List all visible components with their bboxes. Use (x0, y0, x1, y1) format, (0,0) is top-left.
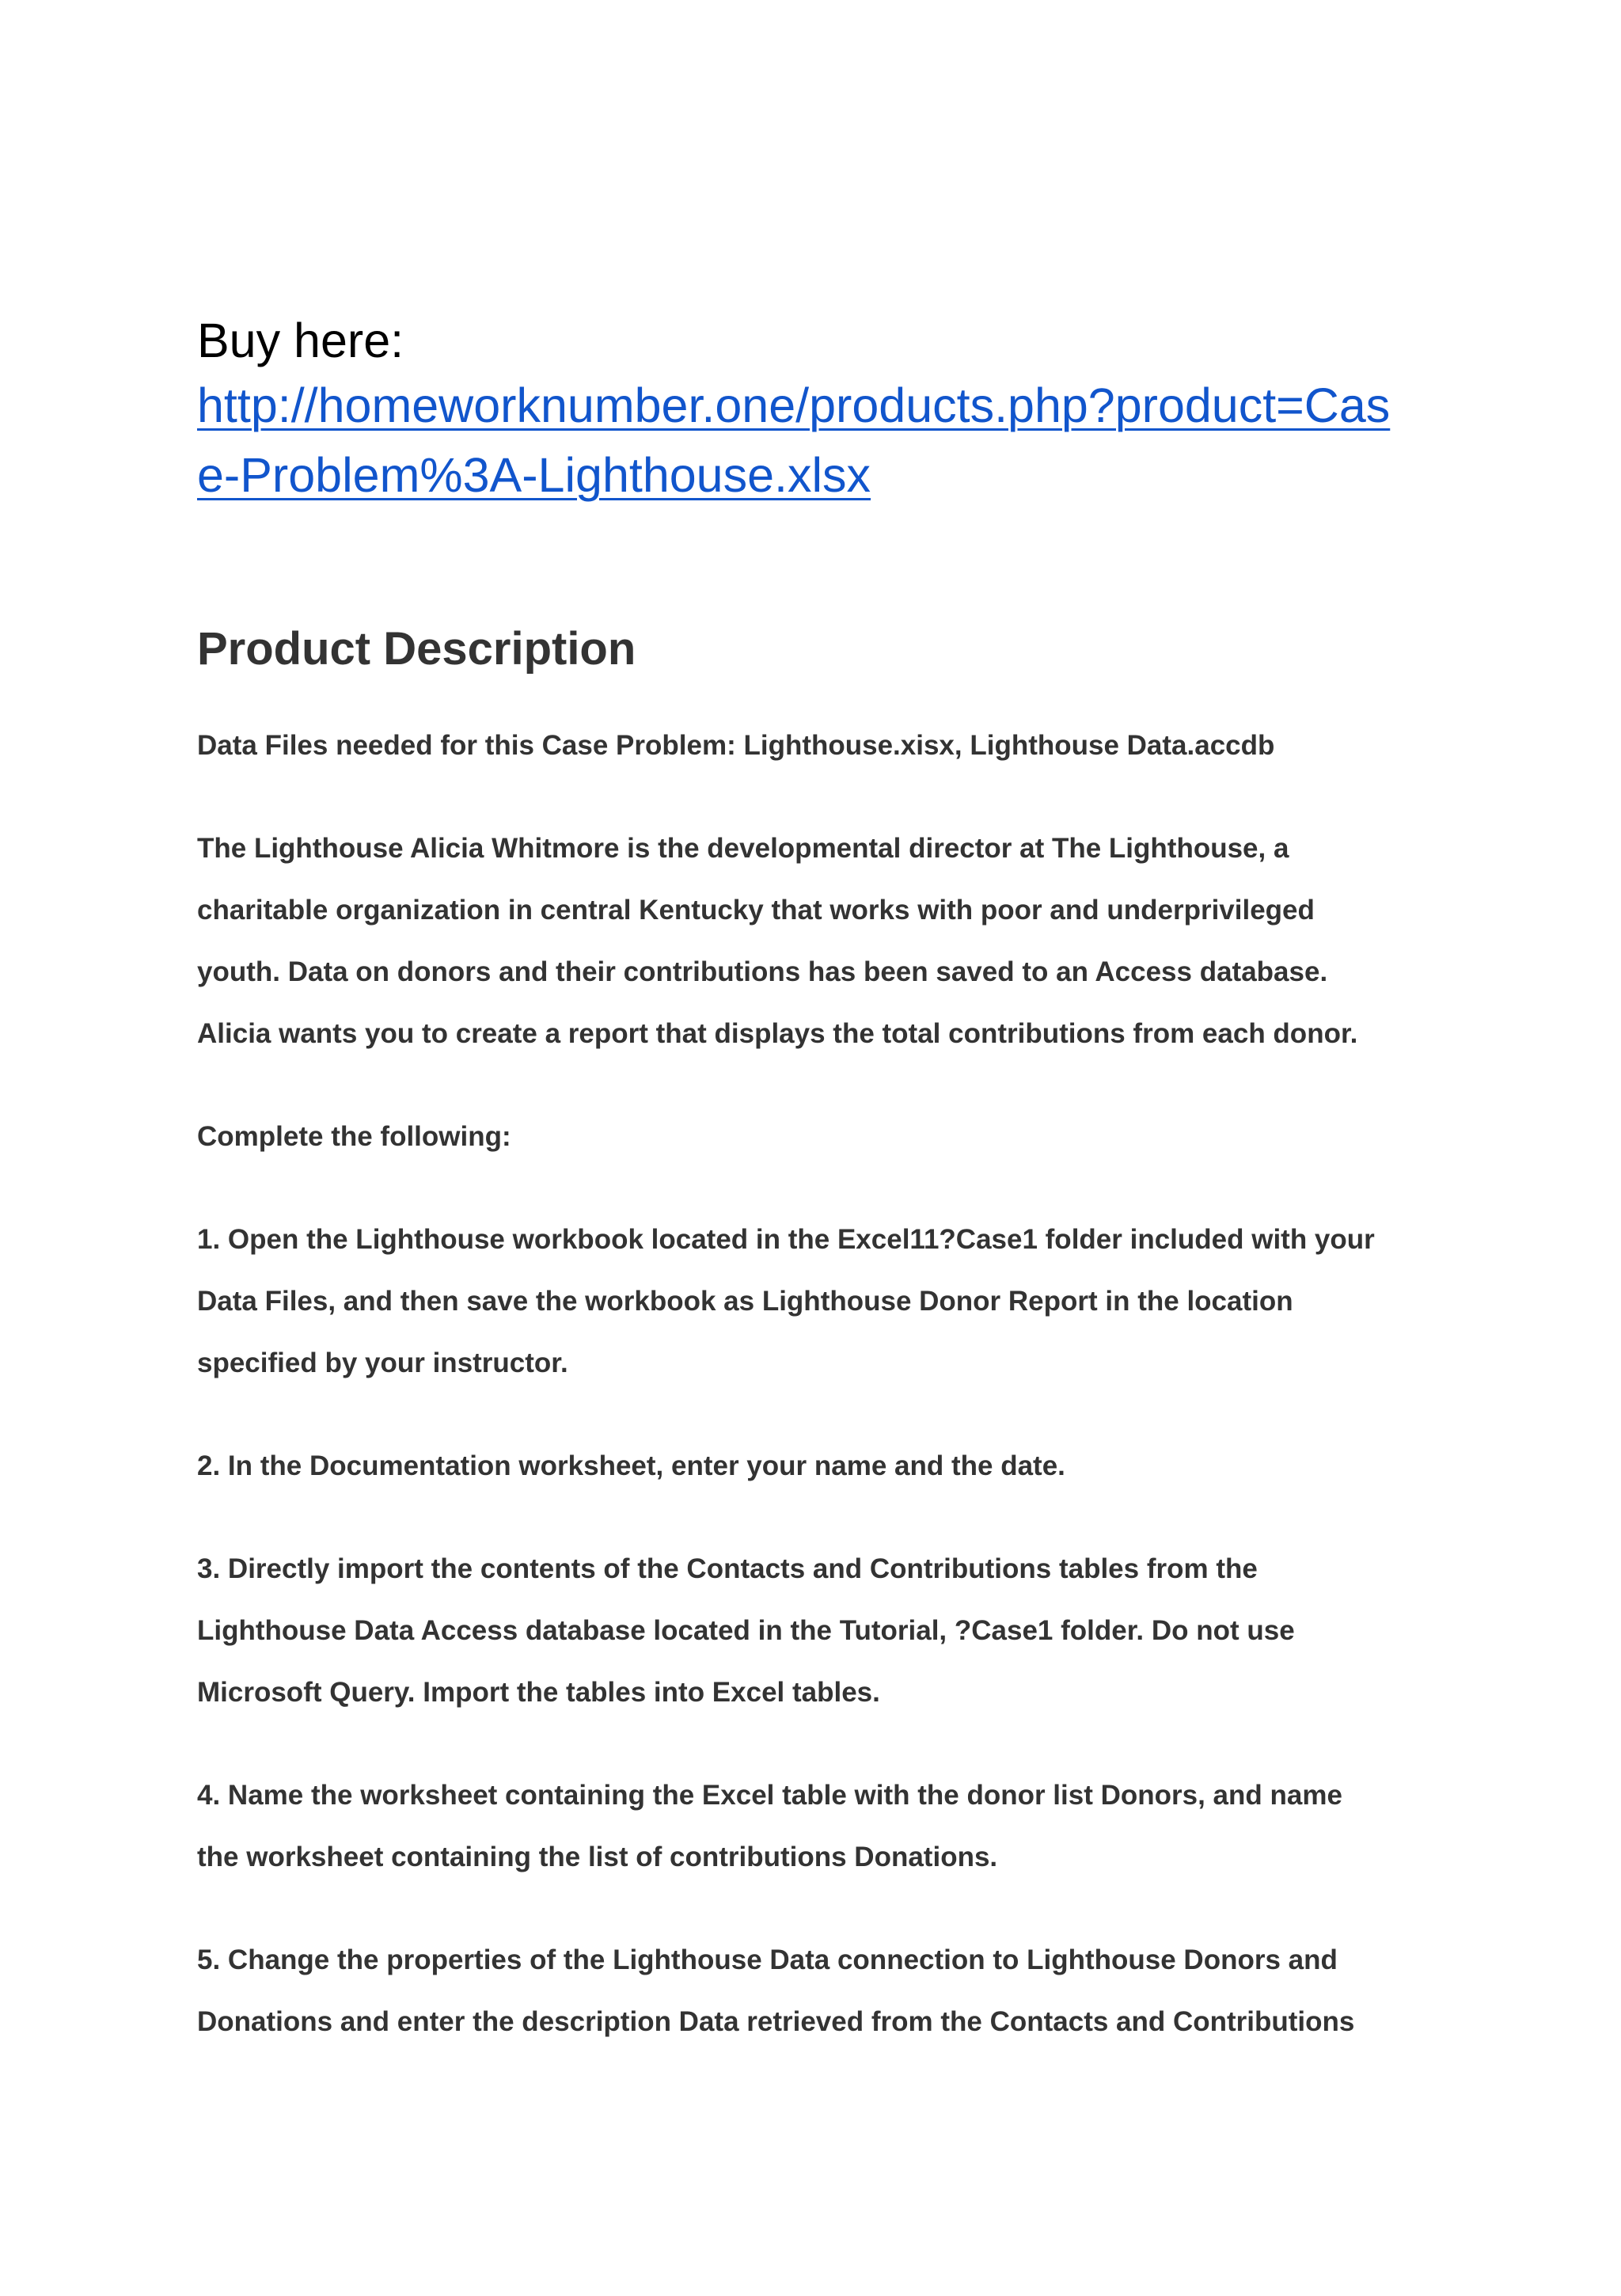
product-link[interactable] (197, 371, 1390, 510)
product-description-heading: Product Description (197, 623, 636, 675)
paragraph-line: Donations and enter the description Data retrieved from the Contacts and Contributions (197, 2006, 1355, 2037)
paragraph-line: specified by your instructor. (197, 1348, 568, 1378)
paragraph-line: Data Files needed for this Case Problem: Lighthouse.xisx, Lighthouse Data.accdb (197, 730, 1275, 761)
paragraph-line: charitable organization in central Kentucky that works with poor and underprivileged (197, 895, 1315, 926)
paragraph-line: The Lighthouse Alicia Whitmore is the developmental director at The Lighthouse, a (197, 833, 1289, 864)
paragraph-line: the worksheet containing the list of contributions Donations. (197, 1842, 998, 1872)
step-2-paragraph (197, 1435, 1432, 1497)
paragraph-line: Complete the following: (197, 1121, 511, 1152)
paragraph-line: Lighthouse Data Access database located in the Tutorial, ?Case1 folder. Do not use (197, 1615, 1295, 1646)
paragraph-line: 2. In the Documentation worksheet, enter your name and the date. (197, 1450, 1065, 1481)
paragraph-line: Alicia wants you to create a report that displays the total contributions from each donor. (197, 1018, 1358, 1049)
intro-paragraph (197, 818, 1432, 1065)
complete-following-paragraph (197, 1106, 1432, 1168)
paragraph-line: Microsoft Query. Import the tables into Excel tables. (197, 1677, 880, 1708)
product-link-line-2: e-Problem%3A-Lighthouse.xlsx (197, 448, 871, 502)
step-5-paragraph (197, 1929, 1432, 2053)
step-4-paragraph (197, 1765, 1432, 1888)
step-3-paragraph (197, 1538, 1432, 1724)
paragraph-line: 5. Change the properties of the Lighthouse Data connection to Lighthouse Donors and (197, 1944, 1338, 1975)
data-files-paragraph (197, 715, 1432, 777)
paragraph-line: 1. Open the Lighthouse workbook located in the Excel11?Case1 folder included with your (197, 1224, 1375, 1255)
product-link-line-1: http://homeworknumber.one/products.php?product=Cas (197, 378, 1391, 432)
step-1-paragraph (197, 1209, 1432, 1394)
paragraph-line: youth. Data on donors and their contributions has been saved to an Access database. (197, 956, 1328, 987)
paragraph-line: Data Files, and then save the workbook as Lighthouse Donor Report in the location (197, 1286, 1293, 1317)
paragraph-line: 3. Directly import the contents of the Contacts and Contributions tables from the (197, 1553, 1258, 1584)
buy-here-label: Buy here: (197, 314, 404, 367)
paragraph-line: 4. Name the worksheet containing the Excel table with the donor list Donors, and name (197, 1780, 1342, 1811)
